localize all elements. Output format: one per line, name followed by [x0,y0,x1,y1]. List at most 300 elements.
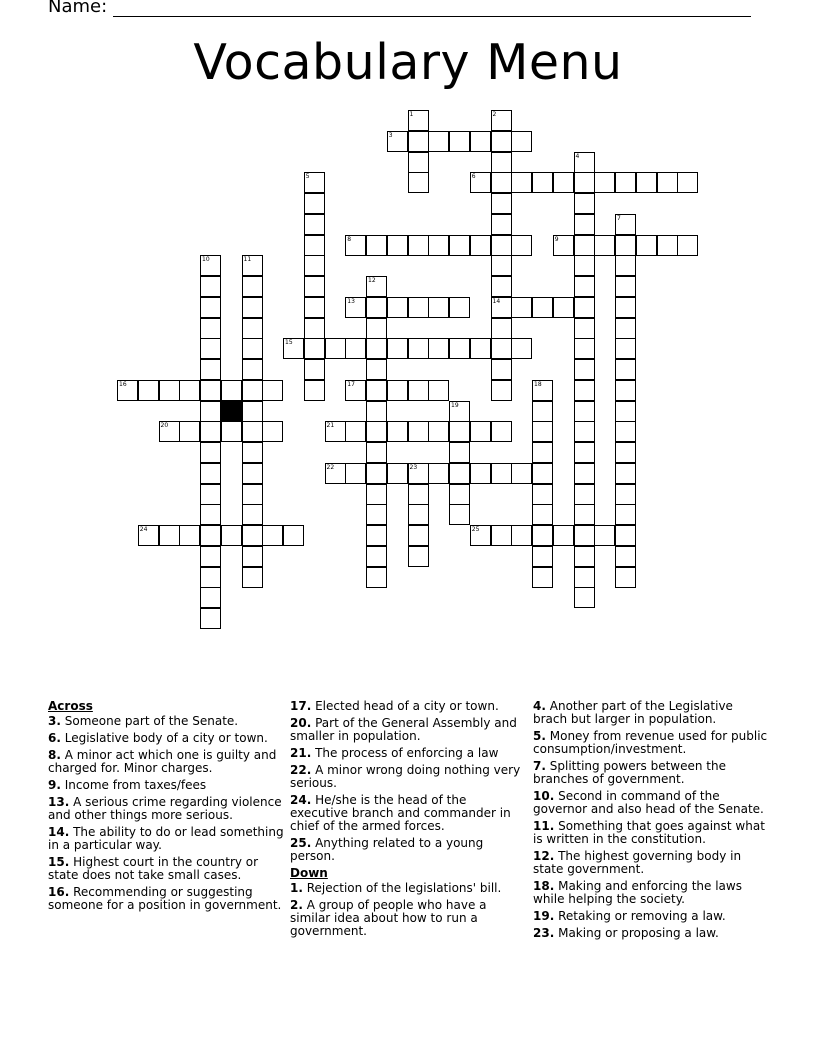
grid-cell[interactable] [574,587,595,608]
grid-cell[interactable] [511,131,532,152]
clue-text: Anything related to a young person. [290,836,484,863]
grid-cell[interactable] [491,152,512,173]
clue-number: 21. [290,746,312,760]
clue-item [48,886,284,912]
grid-cell[interactable] [242,421,263,442]
grid-cell[interactable] [345,421,366,442]
grid-cell[interactable] [242,525,263,546]
grid-cell[interactable] [615,297,636,318]
grid-cell[interactable] [615,421,636,442]
grid-cell[interactable] [449,297,470,318]
grid-cell[interactable] [366,297,387,318]
clue-item [290,899,526,938]
clue-text: Highest court in the country or state does not take small cases. [48,855,259,882]
grid-cell[interactable] [615,484,636,505]
cell-number: 9 [554,235,559,243]
grid-cell[interactable] [449,338,470,359]
grid-cell[interactable] [615,442,636,463]
cell-number: 20 [160,422,169,430]
grid-cell[interactable] [221,380,242,401]
grid-cell[interactable] [574,172,595,193]
grid-cell[interactable] [366,318,387,339]
grid-cell[interactable] [242,484,263,505]
grid-cell[interactable] [179,421,200,442]
clue-item [290,747,526,760]
grid-cell[interactable] [574,276,595,297]
grid-cell[interactable] [574,359,595,380]
grid-cell[interactable] [470,131,491,152]
grid-cell[interactable] [408,421,429,442]
grid-cell[interactable] [200,567,221,588]
grid-cell[interactable] [366,276,387,297]
clues-column-2 [290,700,526,942]
grid-cell[interactable] [345,463,366,484]
clue-item [533,730,769,756]
cell-number: 18 [534,380,542,388]
grid-cell[interactable] [532,567,553,588]
grid-cell[interactable] [532,172,553,193]
grid-cell[interactable] [491,172,512,193]
grid-cell[interactable] [532,504,553,525]
clue-item [290,882,526,895]
clue-number: 19. [533,909,555,923]
grid-cell[interactable] [532,442,553,463]
grid-cell[interactable] [491,421,512,442]
grid-cell[interactable] [574,442,595,463]
grid-cell[interactable] [408,297,429,318]
grid-cell[interactable] [242,359,263,380]
grid-cell[interactable] [677,172,698,193]
clue-item [290,837,526,863]
clue-item [533,880,769,906]
grid-cell[interactable] [677,235,698,256]
grid-cell[interactable] [262,421,283,442]
cell-number: 1 [409,111,414,118]
grid-cell[interactable] [325,338,346,359]
clue-number: 5. [533,729,546,743]
grid-cell[interactable] [366,421,387,442]
grid-cell[interactable] [449,235,470,256]
grid-cell[interactable] [553,235,574,256]
grid-cell[interactable] [242,442,263,463]
grid-cell[interactable] [408,338,429,359]
grid-cell[interactable] [242,318,263,339]
grid-cell[interactable] [159,380,180,401]
grid-cell[interactable] [428,131,449,152]
grid-cell[interactable] [574,214,595,235]
cell-number: 8 [347,235,352,243]
grid-cell[interactable] [242,567,263,588]
cell-number: 13 [347,297,355,305]
grid-cell[interactable] [574,421,595,442]
page-title: Vocabulary Menu [193,34,623,91]
cell-number: 4 [575,152,580,160]
clue-item [533,910,769,923]
grid-cell[interactable] [408,525,429,546]
grid-cell[interactable] [491,525,512,546]
grid-cell[interactable] [200,401,221,422]
grid-cell[interactable] [325,421,346,442]
clue-item [533,927,769,940]
grid-cell[interactable] [304,214,325,235]
grid-cell[interactable] [491,131,512,152]
grid-cell[interactable] [470,172,491,193]
grid-cell[interactable] [574,567,595,588]
clue-number: 17. [290,699,312,713]
grid-cell[interactable] [428,463,449,484]
grid-cell[interactable] [221,525,242,546]
grid-cell[interactable] [449,504,470,525]
grid-cell[interactable] [200,504,221,525]
cell-number: 15 [285,339,293,347]
grid-cell[interactable] [532,525,553,546]
grid-cell[interactable] [179,525,200,546]
grid-cell[interactable] [179,380,200,401]
grid-cell[interactable] [574,546,595,567]
grid-cell[interactable] [387,463,408,484]
grid-cell[interactable] [200,359,221,380]
grid-cell[interactable] [366,442,387,463]
grid-cell[interactable] [408,131,429,152]
clue-text: Something that goes against what is written in the constitution. [533,819,765,846]
clue-item [533,760,769,786]
grid-cell[interactable] [138,525,159,546]
grid-cell[interactable] [636,172,657,193]
clue-text: The process of enforcing a law [315,746,499,760]
grid-cell[interactable] [408,463,429,484]
grid-cell[interactable] [428,421,449,442]
grid-cell[interactable] [366,401,387,422]
grid-cell[interactable] [636,235,657,256]
grid-cell[interactable] [304,359,325,380]
clue-text: He/she is the head of the executive branch and commander in chief of the armed forces. [290,793,511,833]
clue-number: 20. [290,716,312,730]
clue-text: Making or proposing a law. [558,926,719,940]
grid-cell[interactable] [304,193,325,214]
grid-cell[interactable] [408,235,429,256]
grid-cell[interactable] [574,380,595,401]
grid-cell[interactable] [200,442,221,463]
clue-number: 14. [48,825,70,839]
grid-cell[interactable] [574,504,595,525]
clue-number: 22. [290,763,312,777]
grid-cell[interactable] [221,421,242,442]
grid-cell[interactable] [553,172,574,193]
grid-cell[interactable] [242,504,263,525]
grid-cell[interactable] [615,504,636,525]
down-heading: Down [290,866,328,880]
grid-cell[interactable] [511,235,532,256]
clue-number: 23. [533,926,555,940]
grid-cell[interactable] [491,110,512,131]
across-heading: Across [48,699,93,713]
grid-cell[interactable] [200,276,221,297]
grid-cell[interactable] [615,567,636,588]
clue-text: Money from revenue used for public consumption/investment. [533,729,768,756]
grid-cell[interactable] [491,380,512,401]
grid-cell[interactable] [491,276,512,297]
grid-cell[interactable] [532,401,553,422]
grid-cell[interactable] [325,463,346,484]
grid-cell[interactable] [615,401,636,422]
grid-cell[interactable] [304,380,325,401]
grid-cell[interactable] [304,297,325,318]
grid-cell[interactable] [574,463,595,484]
clue-text: Second in command of the governor and also head of the Senate. [533,789,764,816]
grid-cell[interactable] [532,297,553,318]
grid-cell[interactable] [615,318,636,339]
cell-number: 24 [139,526,148,533]
grid-cell[interactable] [574,193,595,214]
cell-number: 7 [617,214,621,222]
grid-cell[interactable] [387,131,408,152]
grid-cell[interactable] [532,421,553,442]
grid-cell[interactable] [345,235,366,256]
grid-cell[interactable] [511,338,532,359]
grid-cell[interactable] [200,318,221,339]
grid-cell[interactable] [242,297,263,318]
grid-cell[interactable] [366,504,387,525]
grid-cell[interactable] [574,318,595,339]
grid-cell[interactable] [491,297,512,318]
grid-cell[interactable] [387,235,408,256]
grid-cell[interactable] [242,546,263,567]
cell-number: 6 [471,173,476,181]
grid-cell[interactable] [449,484,470,505]
grid-cell[interactable] [553,525,574,546]
clue-text: The ability to do or lead something in a particular way. [48,825,284,852]
grid-cell[interactable] [366,463,387,484]
grid-cell[interactable] [470,525,491,546]
grid-cell[interactable] [615,338,636,359]
clue-number: 2. [290,898,303,912]
cell-number: 19 [451,401,459,409]
grid-cell[interactable] [366,235,387,256]
grid-cell[interactable] [574,401,595,422]
grid-cell[interactable] [491,463,512,484]
grid-cell[interactable] [366,380,387,401]
cell-number: 25 [471,526,480,533]
grid-cell[interactable] [200,546,221,567]
grid-cell[interactable] [470,338,491,359]
cell-number: 16 [119,380,127,388]
grid-cell[interactable] [532,546,553,567]
grid-cell[interactable] [159,525,180,546]
clue-text: Another part of the Legislative brach but larger in population. [533,699,733,726]
grid-cell[interactable] [200,338,221,359]
grid-cell[interactable] [366,567,387,588]
grid-cell[interactable] [304,172,325,193]
clue-item [290,794,526,833]
grid-cell[interactable] [449,421,470,442]
grid-cell[interactable] [491,255,512,276]
grid-cell[interactable] [242,276,263,297]
grid-cell[interactable] [449,401,470,422]
grid-cell[interactable] [511,172,532,193]
grid-cell[interactable] [283,525,304,546]
grid-cell[interactable] [511,297,532,318]
grid-cell[interactable] [200,525,221,546]
grid-cell[interactable] [615,380,636,401]
grid-cell[interactable] [511,525,532,546]
grid-cell[interactable] [283,338,304,359]
grid-cell[interactable] [574,255,595,276]
clue-item [290,700,526,713]
clue-text: Splitting powers between the branches of government. [533,759,726,786]
clue-item [48,856,284,882]
grid-cell[interactable] [366,484,387,505]
clue-text: Making and enforcing the laws while helping the society. [533,879,742,906]
grid-cell[interactable] [200,297,221,318]
grid-cell[interactable] [615,235,636,256]
grid-cell[interactable] [138,380,159,401]
grid-cell[interactable] [615,255,636,276]
grid-cell[interactable] [366,525,387,546]
clue-item [48,732,284,745]
clue-number: 25. [290,836,312,850]
grid-cell[interactable] [262,380,283,401]
grid-cell[interactable] [574,338,595,359]
grid-cell[interactable] [242,401,263,422]
grid-cell[interactable] [532,484,553,505]
grid-cell[interactable] [304,255,325,276]
grid-cell[interactable] [615,525,636,546]
grid-cell[interactable] [615,276,636,297]
clue-number: 10. [533,789,555,803]
grid-cell[interactable] [366,338,387,359]
clue-number: 6. [48,731,61,745]
grid-cell[interactable] [491,338,512,359]
grid-cell[interactable] [657,172,678,193]
grid-cell[interactable] [615,172,636,193]
grid-cell[interactable] [304,318,325,339]
grid-cell[interactable] [408,484,429,505]
grid-cell[interactable] [428,338,449,359]
grid-cell[interactable] [428,235,449,256]
clue-item [533,700,769,726]
cell-number: 5 [305,173,310,181]
grid-cell[interactable] [345,297,366,318]
grid-cell[interactable] [408,504,429,525]
grid-cell[interactable] [366,359,387,380]
grid-cell[interactable] [387,297,408,318]
grid-cell[interactable] [200,587,221,608]
grid-cell[interactable] [532,463,553,484]
cell-number: 14 [492,297,501,305]
grid-cell[interactable] [200,608,221,629]
grid-cell[interactable] [304,235,325,256]
cell-number: 22 [326,463,335,471]
clue-number: 12. [533,849,555,863]
grid-cell[interactable] [615,463,636,484]
grid-cell[interactable] [491,235,512,256]
grid-cell[interactable] [470,235,491,256]
grid-cell[interactable] [428,297,449,318]
cell-number: 11 [243,256,252,264]
grid-cell[interactable] [615,546,636,567]
grid-cell[interactable] [594,525,615,546]
grid-cell[interactable] [511,463,532,484]
grid-cell[interactable] [345,380,366,401]
clue-number: 24. [290,793,312,807]
grid-cell[interactable] [657,235,678,256]
grid-cell[interactable] [594,235,615,256]
grid-cell[interactable] [408,380,429,401]
grid-cell[interactable] [387,421,408,442]
grid-cell[interactable] [449,131,470,152]
cell-number: 10 [202,256,210,264]
grid-cell[interactable] [449,463,470,484]
grid-cell[interactable] [491,214,512,235]
clue-text: Elected head of a city or town. [315,699,499,713]
cell-number: 17 [347,380,355,388]
grid-cell[interactable] [200,484,221,505]
grid-cell[interactable] [387,338,408,359]
grid-cell[interactable] [262,525,283,546]
grid-cell[interactable] [242,463,263,484]
grid-cell[interactable] [200,380,221,401]
grid-cell[interactable] [159,421,180,442]
grid-cell[interactable] [532,380,553,401]
grid-cell[interactable] [574,235,595,256]
grid-cell[interactable] [574,152,595,173]
cell-number: 3 [388,131,393,139]
clue-item [48,779,284,792]
clue-item [48,749,284,775]
clue-number: 1. [290,881,303,895]
grid-cell[interactable] [200,255,221,276]
grid-cell[interactable] [408,172,429,193]
grid-cell[interactable] [304,276,325,297]
grid-cell[interactable] [470,421,491,442]
grid-cell[interactable] [574,484,595,505]
grid-cell[interactable] [574,297,595,318]
grid-cell[interactable] [345,338,366,359]
grid-cell[interactable] [594,172,615,193]
grid-cell[interactable] [408,152,429,173]
clue-item [533,820,769,846]
grid-cell[interactable] [408,110,429,131]
grid-cell[interactable] [242,255,263,276]
grid-cell[interactable] [491,193,512,214]
grid-cell[interactable] [574,525,595,546]
grid-cell[interactable] [428,380,449,401]
grid-cell[interactable] [117,380,138,401]
clue-number: 9. [48,778,61,792]
grid-cell[interactable] [615,214,636,235]
clue-text: Legislative body of a city or town. [64,731,268,745]
grid-cell[interactable] [387,380,408,401]
grid-cell[interactable] [449,442,470,463]
grid-cell[interactable] [242,380,263,401]
grid-cell[interactable] [242,338,263,359]
grid-cell[interactable] [470,463,491,484]
grid-cell[interactable] [491,359,512,380]
grid-cell[interactable] [553,297,574,318]
clue-number: 11. [533,819,555,833]
clue-text: A minor act which one is guilty and charged for. Minor charges. [48,748,277,775]
name-label: Name: [48,0,108,17]
grid-cell[interactable] [200,421,221,442]
grid-cell[interactable] [615,359,636,380]
grid-cell[interactable] [366,546,387,567]
grid-cell[interactable] [200,463,221,484]
clue-text: Retaking or removing a law. [558,909,726,923]
grid-cell[interactable] [408,546,429,567]
grid-cell[interactable] [304,338,325,359]
clue-number: 16. [48,885,70,899]
grid-cell[interactable] [491,318,512,339]
